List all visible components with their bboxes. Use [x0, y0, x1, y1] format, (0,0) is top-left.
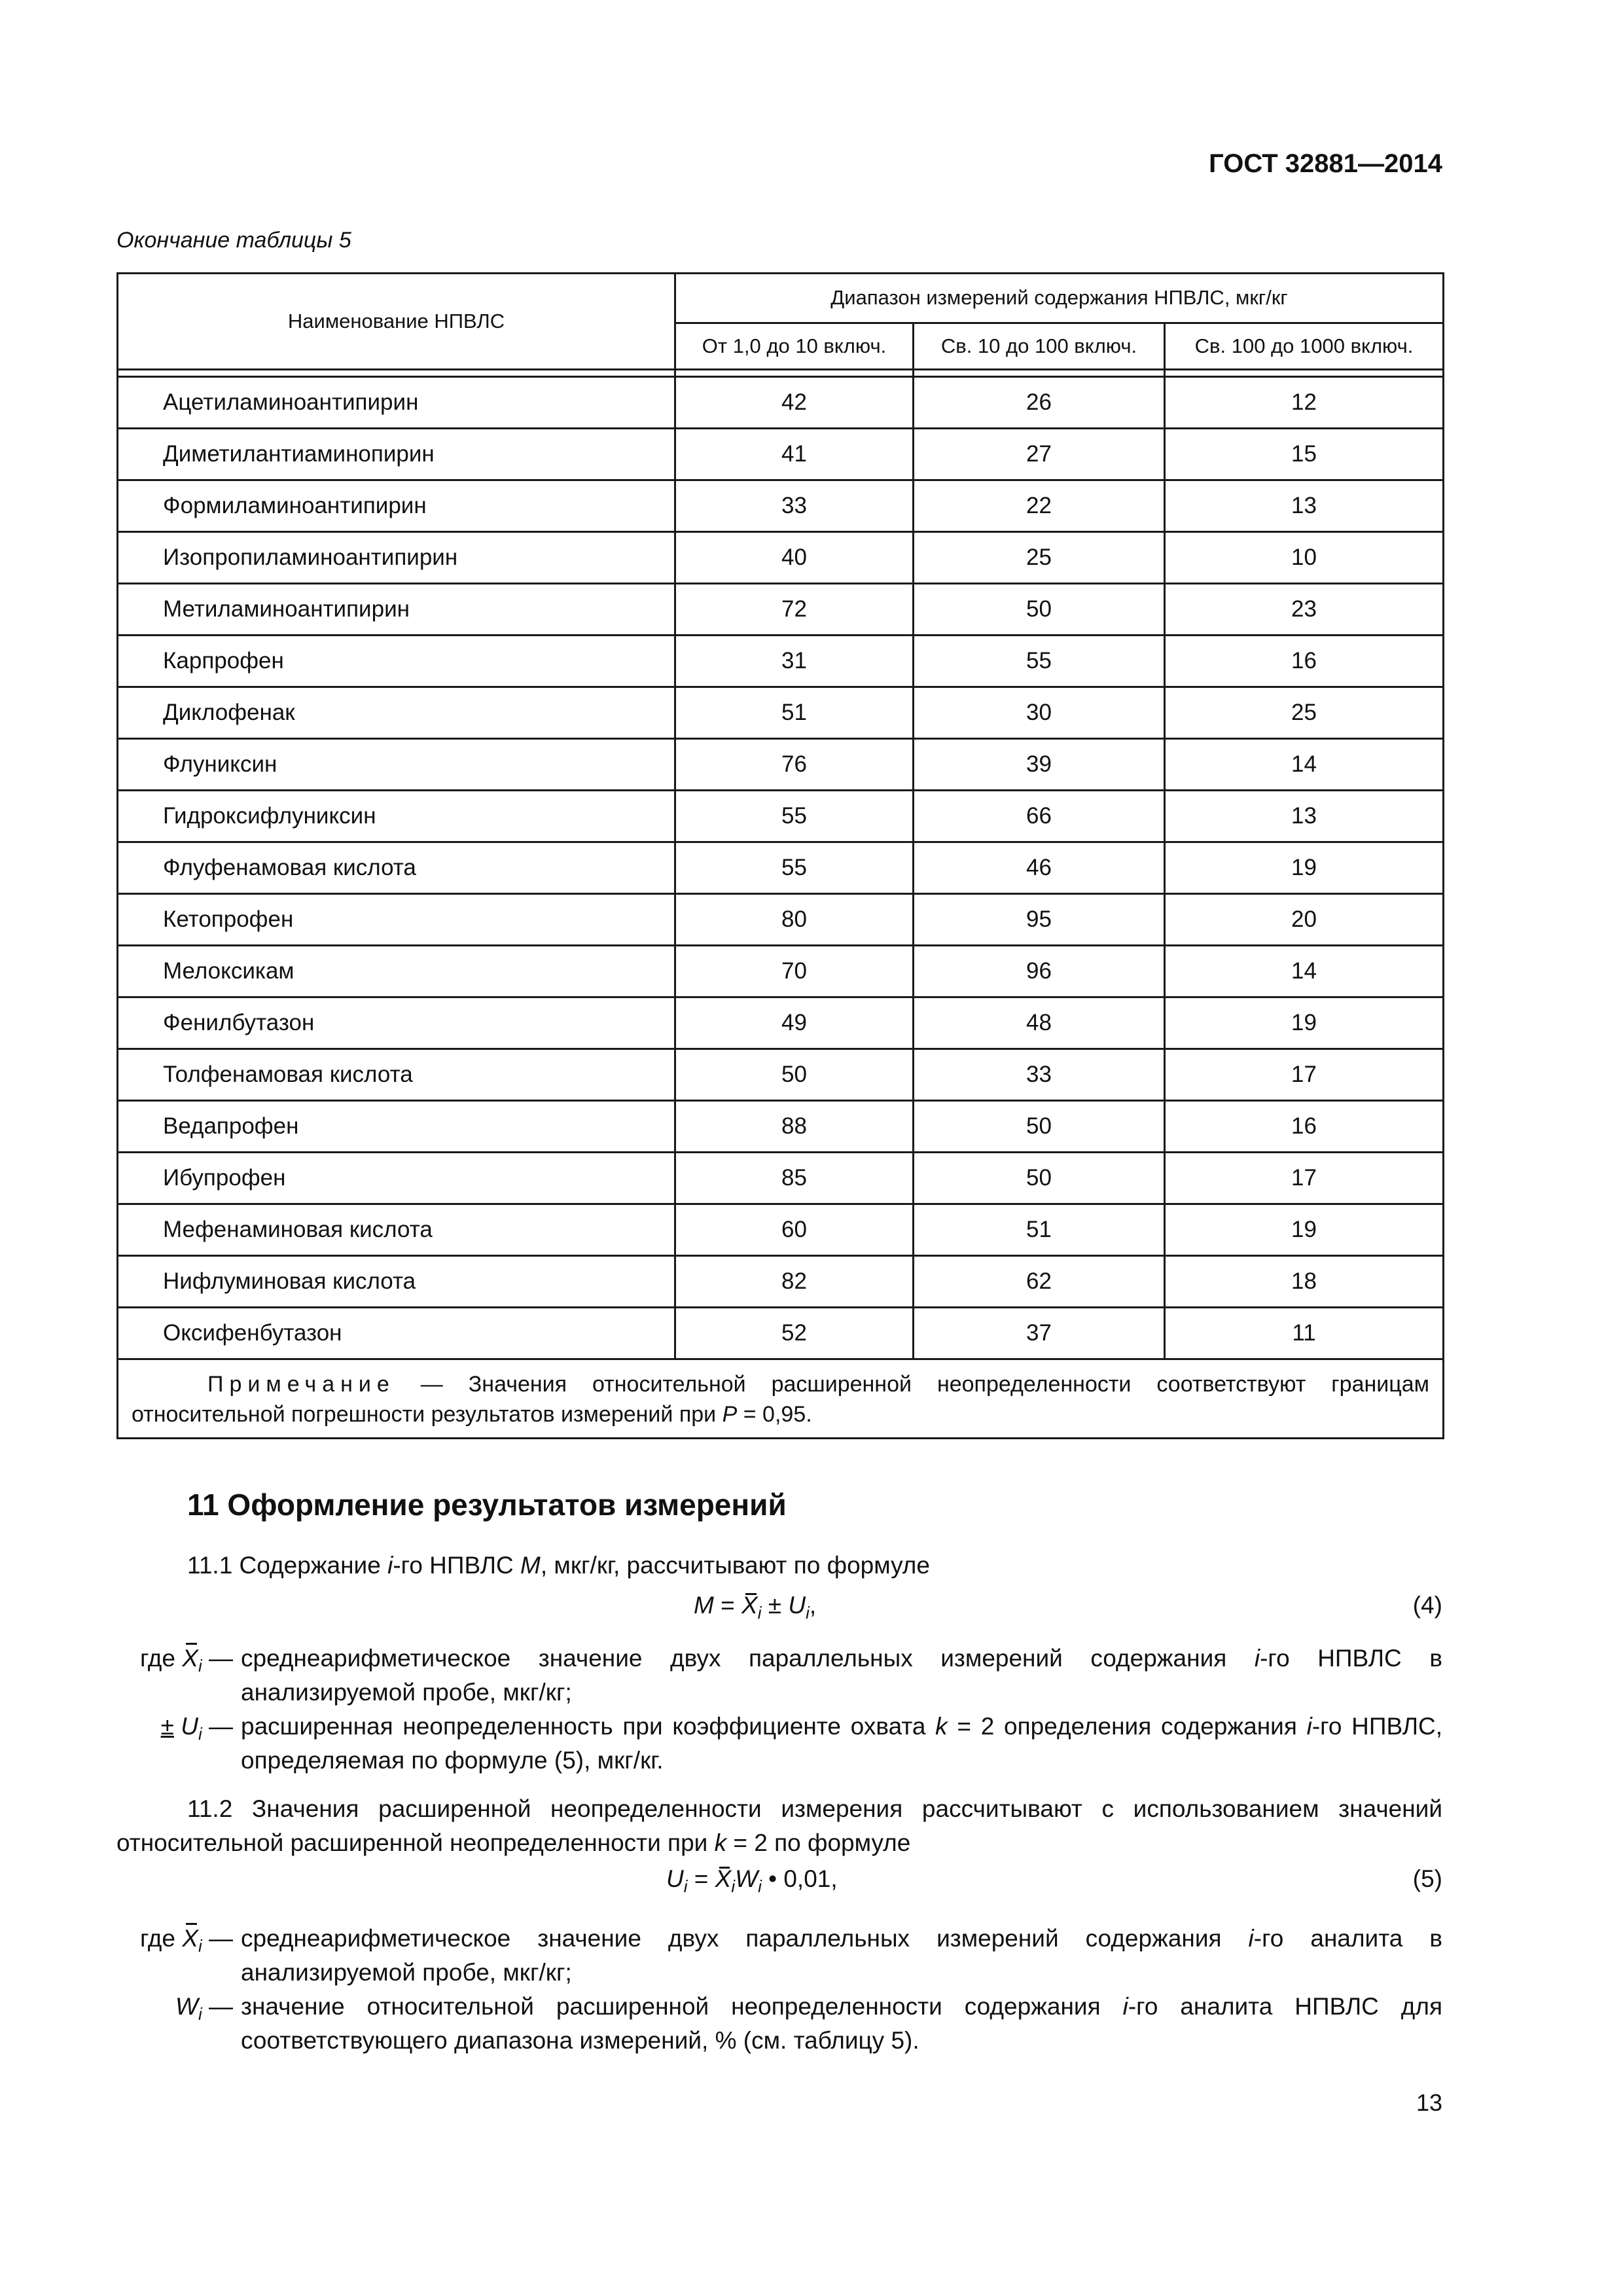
row-value-3: 15	[1165, 429, 1444, 480]
row-value-1: 41	[675, 429, 914, 480]
row-value-2: 50	[914, 1101, 1165, 1153]
row-value-2: 50	[914, 1153, 1165, 1204]
table-row	[118, 377, 1444, 429]
row-name: Диметилантиаминопирин	[118, 429, 675, 480]
row-value-1: 80	[675, 894, 914, 946]
row-value-2: 27	[914, 429, 1165, 480]
row-name: Диклофенак	[118, 687, 675, 739]
row-name: Нифлуминовая кислота	[118, 1256, 675, 1308]
table-caption: Окончание таблицы 5	[116, 228, 351, 253]
table-row	[118, 739, 1444, 791]
table-row	[118, 1049, 1444, 1101]
row-value-3: 16	[1165, 1101, 1444, 1153]
row-value-1: 82	[675, 1256, 914, 1308]
table-row	[118, 636, 1444, 687]
row-value-3: 12	[1165, 377, 1444, 429]
row-name: Метиламиноантипирин	[118, 584, 675, 636]
row-value-1: 70	[675, 946, 914, 997]
paragraph-11-2: 11.2 Значения расширенной неопределенности измерения рассчитывают с использованием значений относительной расширенной неопределенности при k = 2 по формуле	[116, 1795, 1442, 1856]
formula-5-number: (5)	[1412, 1865, 1442, 1892]
table-row	[118, 1204, 1444, 1256]
row-value-3: 14	[1165, 946, 1444, 997]
row-value-1: 55	[675, 791, 914, 842]
row-name: Гидроксифлуниксин	[118, 791, 675, 842]
row-value-2: 50	[914, 584, 1165, 636]
row-value-1: 42	[675, 377, 914, 429]
table-row	[118, 1153, 1444, 1204]
formula-5: $U_i = X_iW_i$ • 0,01,	[666, 1865, 838, 1896]
row-value-3: 17	[1165, 1049, 1444, 1101]
row-value-2: 26	[914, 377, 1165, 429]
table-row	[118, 791, 1444, 842]
row-value-3: 18	[1165, 1256, 1444, 1308]
row-value-3: 11	[1165, 1308, 1444, 1359]
row-value-1: 51	[675, 687, 914, 739]
row-name: Флуфенамовая кислота	[118, 842, 675, 894]
row-value-1: 76	[675, 739, 914, 791]
row-value-3: 10	[1165, 532, 1444, 584]
row-value-3: 20	[1165, 894, 1444, 946]
table-row	[118, 687, 1444, 739]
header-range-3: Св. 100 до 1000 включ.	[1165, 323, 1444, 369]
row-name: Флуниксин	[118, 739, 675, 791]
table-row	[118, 532, 1444, 584]
row-name: Кетопрофен	[118, 894, 675, 946]
table-row	[118, 842, 1444, 894]
definition-u: ± $U_i$ — расширенная неопределенность при коэффициенте охвата k = 2 определения содержания i-го НПВЛС, определяемая по формуле (5), мкг/кг.	[160, 1713, 1442, 1774]
row-name: Мелоксикам	[118, 946, 675, 997]
note-text-end: = 0,95.	[737, 1402, 812, 1427]
row-value-3: 17	[1165, 1153, 1444, 1204]
row-value-3: 16	[1165, 636, 1444, 687]
row-value-2: 39	[914, 739, 1165, 791]
row-value-3: 14	[1165, 739, 1444, 791]
row-name: Карпрофен	[118, 636, 675, 687]
table-row	[118, 894, 1444, 946]
table-row	[118, 480, 1444, 532]
row-value-3: 19	[1165, 997, 1444, 1049]
row-name: Оксифенбутазон	[118, 1308, 675, 1359]
definition-x-mean: где $X_i$ — среднеарифметическое значение двух параллельных измерений содержания i-го НПВЛС в анализируемой пробе, мкг/кг;	[116, 1641, 1442, 1710]
section-title: 11 Оформление результатов измерений	[187, 1488, 787, 1522]
header-range: Диапазон измерений содержания НПВЛС, мкг/кг	[675, 274, 1444, 323]
note-variable: P	[722, 1402, 738, 1427]
page-number: 13	[1416, 2089, 1442, 2116]
table-row	[118, 584, 1444, 636]
row-name: Формиламиноантипирин	[118, 480, 675, 532]
header-name: Наименование НПВЛС	[118, 274, 675, 370]
table-row	[118, 429, 1444, 480]
row-value-3: 23	[1165, 584, 1444, 636]
header-range-1: От 1,0 до 10 включ.	[675, 323, 914, 369]
row-value-2: 30	[914, 687, 1165, 739]
note-label: Примечание	[207, 1372, 395, 1397]
document-code: ГОСТ 32881—2014	[1209, 149, 1442, 178]
definition-w: $W_i$ — значение относительной расширенной неопределенности содержания i-го аналита НПВЛС для соответствующего диапазона измерений, % (см. таблицу 5).	[175, 1993, 1443, 2054]
row-name: Ибупрофен	[118, 1153, 675, 1204]
row-value-1: 72	[675, 584, 914, 636]
row-name: Ведапрофен	[118, 1101, 675, 1153]
row-value-2: 46	[914, 842, 1165, 894]
row-value-3: 19	[1165, 1204, 1444, 1256]
row-value-3: 13	[1165, 480, 1444, 532]
row-value-2: 62	[914, 1256, 1165, 1308]
row-value-2: 33	[914, 1049, 1165, 1101]
row-value-1: 85	[675, 1153, 914, 1204]
definition-x-mean-2: где $X_i$ — среднеарифметическое значение двух параллельных измерений содержания i-го аналита в анализируемой пробе, мкг/кг;	[116, 1922, 1442, 1990]
row-value-3: 25	[1165, 687, 1444, 739]
table-row	[118, 1308, 1444, 1359]
row-value-2: 25	[914, 532, 1165, 584]
row-name: Ацетиламиноантипирин	[118, 377, 675, 429]
row-value-1: 52	[675, 1308, 914, 1359]
row-name: Толфенамовая кислота	[118, 1049, 675, 1101]
row-value-2: 96	[914, 946, 1165, 997]
row-value-1: 60	[675, 1204, 914, 1256]
row-value-1: 50	[675, 1049, 914, 1101]
results-table	[116, 272, 1444, 1439]
row-value-2: 55	[914, 636, 1165, 687]
row-value-2: 48	[914, 997, 1165, 1049]
row-value-2: 37	[914, 1308, 1165, 1359]
row-value-1: 55	[675, 842, 914, 894]
table-row	[118, 1256, 1444, 1308]
row-value-3: 13	[1165, 791, 1444, 842]
row-value-1: 88	[675, 1101, 914, 1153]
table-note	[118, 1359, 1444, 1439]
table-row	[118, 997, 1444, 1049]
row-value-1: 49	[675, 997, 914, 1049]
formula-4: $M = X_i \pm U_i$,	[694, 1592, 817, 1623]
table-row	[118, 946, 1444, 997]
row-value-1: 31	[675, 636, 914, 687]
row-name: Изопропиламиноантипирин	[118, 532, 675, 584]
note-text: — Значения относительной расширенной неопределенности соответствуют границам относительной погрешности результатов измерений при	[132, 1372, 1430, 1427]
table-row	[118, 1101, 1444, 1153]
row-value-2: 66	[914, 791, 1165, 842]
row-value-1: 33	[675, 480, 914, 532]
header-range-2: Св. 10 до 100 включ.	[914, 323, 1165, 369]
row-value-2: 22	[914, 480, 1165, 532]
paragraph-11-1: 11.1 Содержание i-го НПВЛС M, мкг/кг, рассчитывают по формуле	[187, 1552, 930, 1579]
row-name: Фенилбутазон	[118, 997, 675, 1049]
row-value-2: 51	[914, 1204, 1165, 1256]
row-value-2: 95	[914, 894, 1165, 946]
row-value-3: 19	[1165, 842, 1444, 894]
row-name: Мефенаминовая кислота	[118, 1204, 675, 1256]
row-value-1: 40	[675, 532, 914, 584]
formula-4-number: (4)	[1412, 1592, 1442, 1619]
